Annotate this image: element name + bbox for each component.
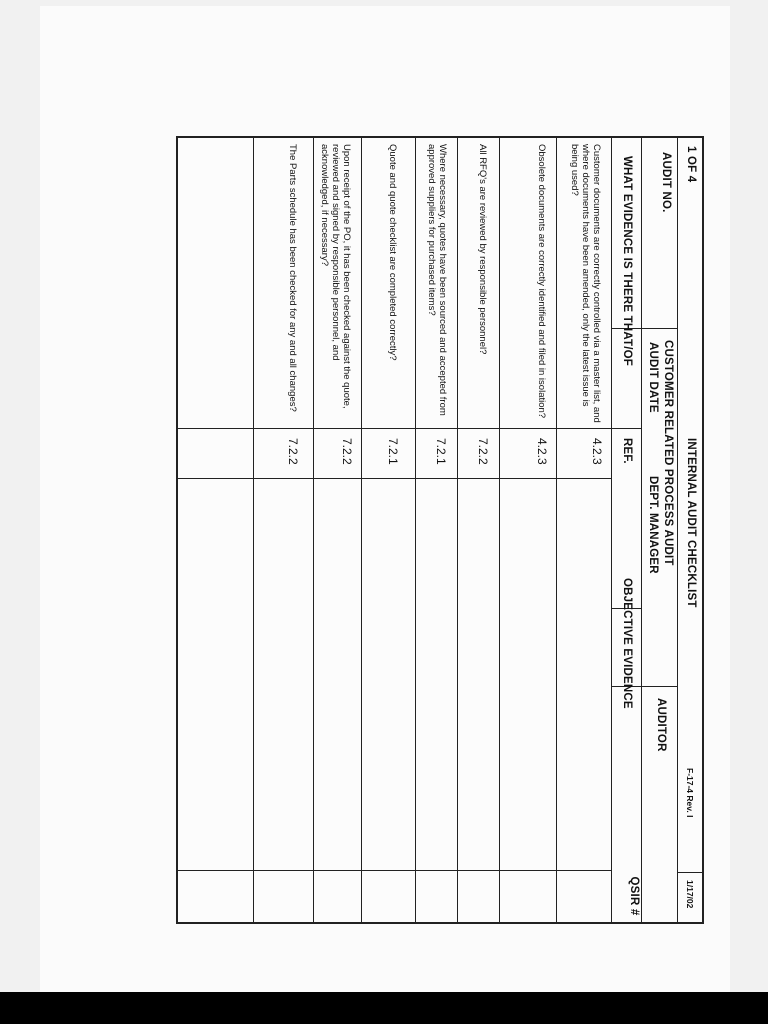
ref-row-5: 7.2.1 [386, 438, 400, 465]
rotated-form-container [176, 136, 704, 924]
audit-date-label: AUDIT DATE [647, 342, 659, 413]
question-row-3: All RFQ's are reviewed by responsible personnel? [477, 144, 488, 355]
question-row-2: Obsolete documents are correctly identified and filed in isolation? [536, 144, 547, 419]
audit-checklist-form [176, 136, 704, 924]
page-label: 1 OF 4 [685, 146, 697, 183]
ref-row-2: 4.2.3 [535, 438, 549, 465]
form-title: INTERNAL AUDIT CHECKLIST [685, 438, 697, 608]
form-number: F-17-4 Rev. I [685, 768, 695, 818]
ref-row-6: 7.2.2 [340, 438, 354, 465]
question-row-6: Upon receipt of the PO, it has been checked against the quote, reviewed and signed by responsible personnel, and acknowledged, if necessary? [319, 144, 352, 409]
ref-row-7: 7.2.2 [286, 438, 300, 465]
auditor-label: AUDITOR [655, 698, 667, 752]
question-row-4: Where necessary, quotes have been sourced and accepted from approved suppliers for purchased items? [426, 144, 448, 416]
form-date: 1/17/02 [685, 880, 695, 909]
evidence-column-header: OBJECTIVE EVIDENCE [621, 578, 633, 709]
form-subtitle: CUSTOMER RELATED PROCESS AUDIT [662, 340, 674, 566]
qsir-column-header: QSIR # [628, 876, 640, 916]
ref-row-4: 7.2.1 [434, 438, 448, 465]
ref-row-3: 7.2.2 [476, 438, 490, 465]
question-row-1: Customer documents are correctly controlled via a master list, and where documents have been amended, only the latest issue is being used? [569, 144, 602, 423]
dept-manager-label: DEPT. MANAGER [647, 476, 659, 574]
ref-row-1: 4.2.3 [590, 438, 604, 465]
question-row-7: The Parts schedule has been checked for any and all changes? [287, 144, 298, 412]
ref-column-header: REF. [621, 438, 633, 464]
audit-no-label: AUDIT NO. [660, 152, 672, 213]
scan-bottom-border [0, 992, 768, 1024]
question-column-header: WHAT EVIDENCE IS THERE THAT/OF [621, 156, 633, 367]
question-row-5: Quote and quote checklist are completed correctly? [387, 144, 398, 361]
